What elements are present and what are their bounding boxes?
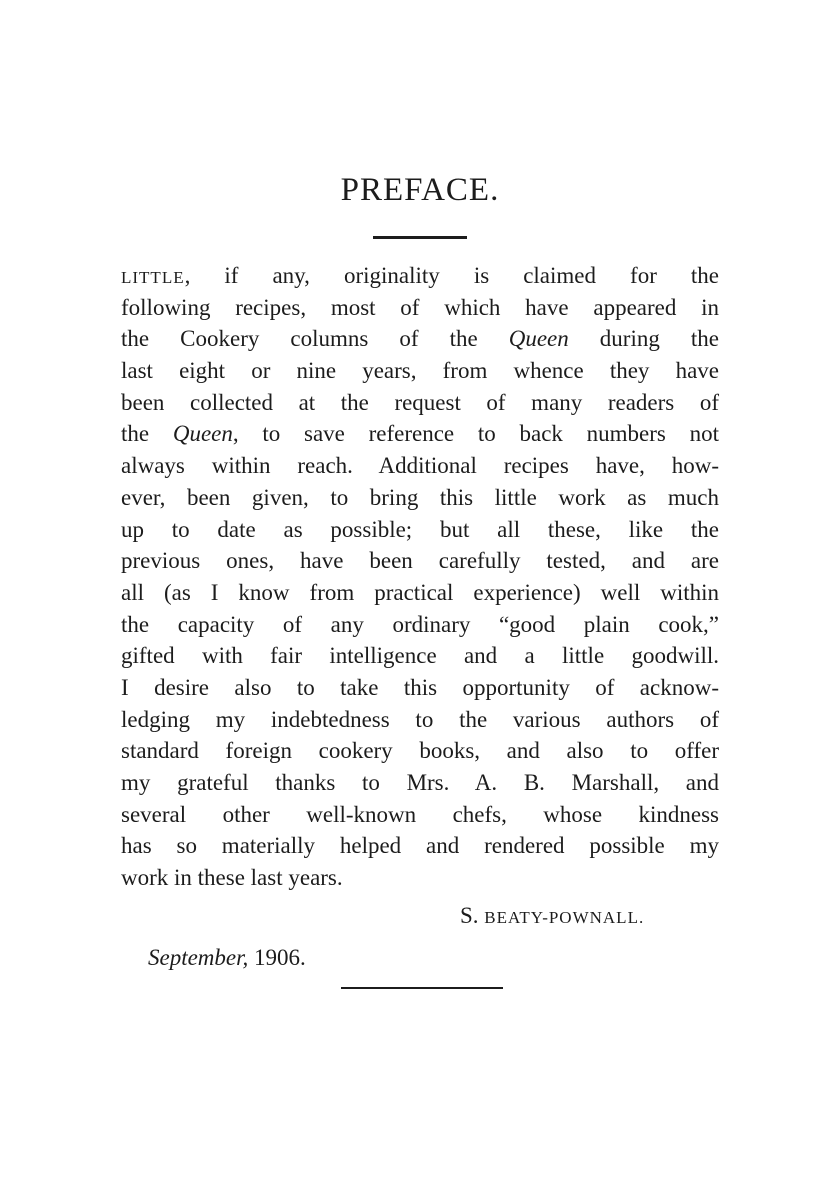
periodical-name: Queen bbox=[172, 421, 233, 447]
line-text: , if any, originality is claimed for the bbox=[184, 263, 719, 288]
preface-line-3: the Cookery columns of the Queen during the bbox=[121, 326, 719, 352]
date-month: September, bbox=[148, 945, 249, 970]
preface-line-19: has so materially helped and rendered possible my bbox=[121, 833, 719, 859]
preface-line-12: the capacity of any ordinary “good plain cook,” bbox=[121, 611, 719, 637]
title-rule bbox=[373, 236, 467, 239]
preface-body bbox=[121, 260, 719, 894]
preface-line-14: I desire also to take this opportunity of acknow- bbox=[121, 674, 719, 700]
preface-line-4: last eight or nine years, from whence they have bbox=[121, 358, 719, 384]
preface-line-7: always within reach. Additional recipes have, how- bbox=[121, 453, 719, 479]
preface-line-6: the Queen, to save reference to back numbers not bbox=[121, 421, 719, 447]
signature-initial: S. bbox=[460, 903, 485, 928]
preface-line-15: ledging my indebtedness to the various authors of bbox=[121, 706, 719, 732]
preface-line-1 bbox=[121, 260, 719, 292]
preface-line-16: standard foreign cookery books, and also to offer bbox=[121, 738, 719, 764]
periodical-name: Queen bbox=[508, 326, 569, 352]
signature bbox=[460, 900, 720, 934]
opening-word: LITTLE bbox=[121, 268, 185, 287]
preface-line-11: all (as I know from practical experience) well within bbox=[121, 579, 719, 605]
closing-rule bbox=[341, 987, 503, 989]
page-title: PREFACE. bbox=[340, 172, 500, 208]
preface-line-9: up to date as possible; but all these, like the bbox=[121, 516, 719, 542]
preface-line-20: work in these last years. bbox=[121, 865, 343, 891]
preface-line-17: my grateful thanks to Mrs. A. B. Marshall, and bbox=[121, 770, 719, 795]
date-year: 1906. bbox=[254, 945, 306, 970]
preface-line-8: ever, been given, to bring this little work as much bbox=[121, 484, 719, 510]
preface-line-13: gifted with fair intelligence and a little goodwill. bbox=[121, 643, 719, 669]
preface-line-10: previous ones, have been carefully tested, and are bbox=[121, 548, 719, 574]
preface-line-18: several other well-known chefs, whose kindness bbox=[121, 801, 719, 827]
preface-date bbox=[148, 942, 306, 974]
preface-line-5: been collected at the request of many readers of bbox=[121, 389, 719, 415]
preface-line-2: following recipes, most of which have appeared in bbox=[121, 294, 719, 320]
signature-name: BEATY-POWNALL. bbox=[484, 908, 645, 927]
